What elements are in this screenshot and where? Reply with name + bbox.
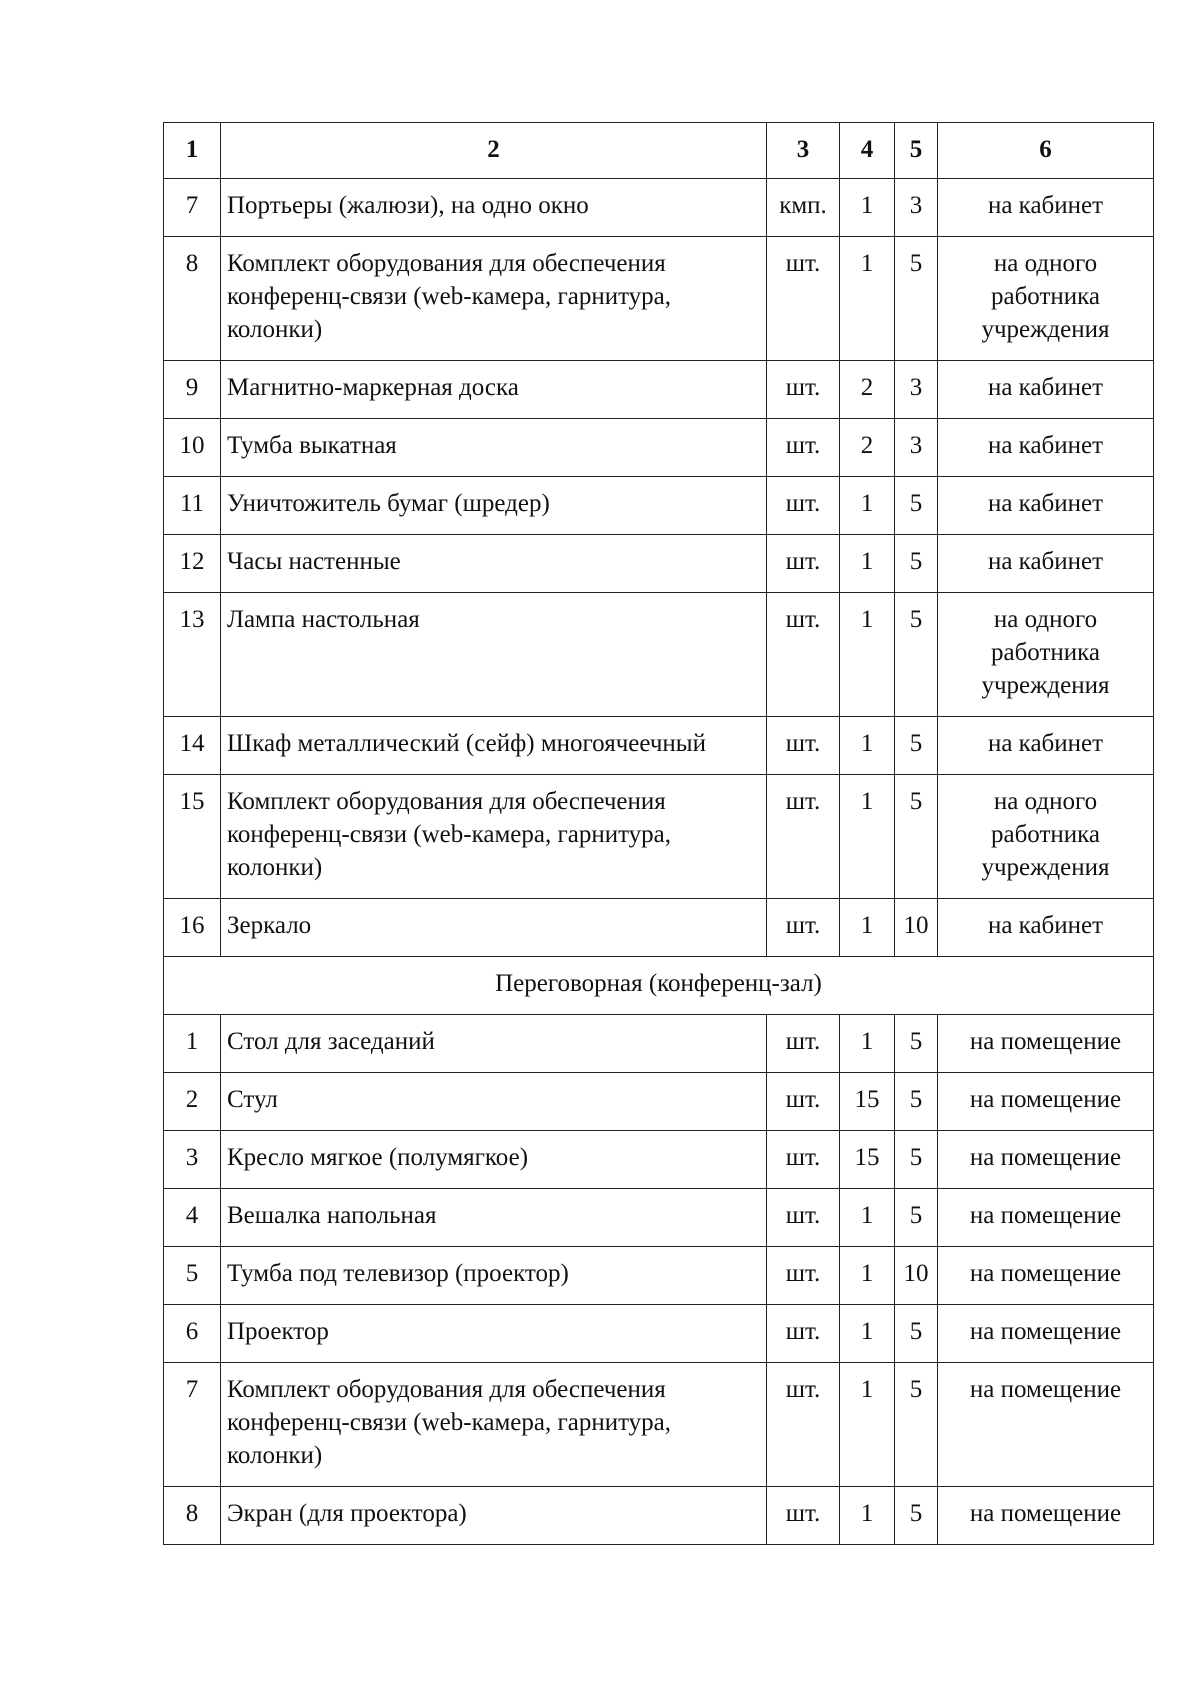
equipment-table	[163, 122, 1154, 1545]
quantity-cell: 1	[840, 179, 895, 237]
allocation-basis-cell: на кабинет	[938, 419, 1154, 477]
allocation-basis-cell: на помещение	[938, 1487, 1154, 1545]
table-row	[164, 1363, 1154, 1487]
row-number-cell: 16	[164, 899, 221, 957]
row-number-cell: 2	[164, 1073, 221, 1131]
service-life-cell: 5	[895, 1073, 938, 1131]
allocation-basis-cell: на одного работника учреждения	[938, 775, 1154, 899]
table-row	[164, 775, 1154, 899]
row-number-cell: 6	[164, 1305, 221, 1363]
table-row	[164, 179, 1154, 237]
item-name-cell: Комплект оборудования для обеспечения конференц-связи (web-камера, гарнитура, колонки)	[221, 237, 767, 361]
allocation-basis-cell: на кабинет	[938, 361, 1154, 419]
item-name-cell: Магнитно-маркерная доска	[221, 361, 767, 419]
unit-of-measure-cell: шт.	[767, 1487, 840, 1545]
row-number-cell: 1	[164, 1015, 221, 1073]
unit-of-measure-cell: шт.	[767, 237, 840, 361]
table-row	[164, 1247, 1154, 1305]
service-life-cell: 5	[895, 1487, 938, 1545]
quantity-cell: 1	[840, 899, 895, 957]
row-number-cell: 7	[164, 179, 221, 237]
item-name-cell: Стол для заседаний	[221, 1015, 767, 1073]
allocation-basis-cell: на помещение	[938, 1305, 1154, 1363]
table-row	[164, 899, 1154, 957]
table-row	[164, 1015, 1154, 1073]
table-row	[164, 1073, 1154, 1131]
allocation-basis-cell: на кабинет	[938, 535, 1154, 593]
row-number-cell: 15	[164, 775, 221, 899]
unit-of-measure-cell: шт.	[767, 899, 840, 957]
row-number-cell: 13	[164, 593, 221, 717]
unit-of-measure-cell: шт.	[767, 535, 840, 593]
quantity-cell: 2	[840, 419, 895, 477]
row-number-cell: 4	[164, 1189, 221, 1247]
header-col-4: 4	[840, 123, 895, 179]
service-life-cell: 5	[895, 477, 938, 535]
allocation-basis-cell: на помещение	[938, 1189, 1154, 1247]
item-name-cell: Портьеры (жалюзи), на одно окно	[221, 179, 767, 237]
allocation-basis-cell: на помещение	[938, 1363, 1154, 1487]
item-name-cell: Кресло мягкое (полумягкое)	[221, 1131, 767, 1189]
quantity-cell: 1	[840, 717, 895, 775]
table-row	[164, 237, 1154, 361]
item-name-cell: Зеркало	[221, 899, 767, 957]
item-name-cell: Комплект оборудования для обеспечения конференц-связи (web-камера, гарнитура, колонки)	[221, 1363, 767, 1487]
quantity-cell: 1	[840, 1015, 895, 1073]
service-life-cell: 5	[895, 1015, 938, 1073]
item-name-cell: Комплект оборудования для обеспечения конференц-связи (web-камера, гарнитура, колонки)	[221, 775, 767, 899]
allocation-basis-cell: на кабинет	[938, 899, 1154, 957]
quantity-cell: 1	[840, 1247, 895, 1305]
service-life-cell: 5	[895, 717, 938, 775]
table-row	[164, 717, 1154, 775]
service-life-cell: 5	[895, 1363, 938, 1487]
service-life-cell: 5	[895, 593, 938, 717]
quantity-cell: 1	[840, 1189, 895, 1247]
allocation-basis-cell: на помещение	[938, 1015, 1154, 1073]
quantity-cell: 1	[840, 1363, 895, 1487]
unit-of-measure-cell: шт.	[767, 1247, 840, 1305]
unit-of-measure-cell: кмп.	[767, 179, 840, 237]
header-col-2: 2	[221, 123, 767, 179]
service-life-cell: 10	[895, 1247, 938, 1305]
item-name-cell: Стул	[221, 1073, 767, 1131]
item-name-cell: Проектор	[221, 1305, 767, 1363]
quantity-cell: 15	[840, 1131, 895, 1189]
item-name-cell: Вешалка напольная	[221, 1189, 767, 1247]
equipment-table-body	[164, 123, 1154, 1545]
item-name-cell: Уничтожитель бумаг (шредер)	[221, 477, 767, 535]
allocation-basis-cell: на помещение	[938, 1247, 1154, 1305]
quantity-cell: 2	[840, 361, 895, 419]
header-col-3: 3	[767, 123, 840, 179]
quantity-cell: 1	[840, 1487, 895, 1545]
service-life-cell: 5	[895, 775, 938, 899]
unit-of-measure-cell: шт.	[767, 477, 840, 535]
quantity-cell: 1	[840, 535, 895, 593]
service-life-cell: 3	[895, 361, 938, 419]
section-heading-row	[164, 957, 1154, 1015]
service-life-cell: 3	[895, 419, 938, 477]
allocation-basis-cell: на кабинет	[938, 477, 1154, 535]
unit-of-measure-cell: шт.	[767, 1363, 840, 1487]
section-title: Переговорная (конференц-зал)	[164, 957, 1154, 1015]
unit-of-measure-cell: шт.	[767, 1305, 840, 1363]
allocation-basis-cell: на помещение	[938, 1073, 1154, 1131]
item-name-cell: Шкаф металлический (сейф) многоячеечный	[221, 717, 767, 775]
item-name-cell: Тумба выкатная	[221, 419, 767, 477]
allocation-basis-cell: на кабинет	[938, 179, 1154, 237]
unit-of-measure-cell: шт.	[767, 593, 840, 717]
table-row	[164, 477, 1154, 535]
unit-of-measure-cell: шт.	[767, 1073, 840, 1131]
item-name-cell: Часы настенные	[221, 535, 767, 593]
row-number-cell: 11	[164, 477, 221, 535]
unit-of-measure-cell: шт.	[767, 1015, 840, 1073]
row-number-cell: 9	[164, 361, 221, 419]
table-row	[164, 1305, 1154, 1363]
row-number-cell: 7	[164, 1363, 221, 1487]
quantity-cell: 1	[840, 775, 895, 899]
table-row	[164, 419, 1154, 477]
table-row	[164, 535, 1154, 593]
table-row	[164, 361, 1154, 419]
quantity-cell: 1	[840, 477, 895, 535]
header-col-5: 5	[895, 123, 938, 179]
header-col-1: 1	[164, 123, 221, 179]
quantity-cell: 15	[840, 1073, 895, 1131]
item-name-cell: Лампа настольная	[221, 593, 767, 717]
service-life-cell: 10	[895, 899, 938, 957]
table-row	[164, 1131, 1154, 1189]
item-name-cell: Экран (для проектора)	[221, 1487, 767, 1545]
row-number-cell: 14	[164, 717, 221, 775]
service-life-cell: 5	[895, 237, 938, 361]
header-col-6: 6	[938, 123, 1154, 179]
row-number-cell: 5	[164, 1247, 221, 1305]
service-life-cell: 5	[895, 1189, 938, 1247]
unit-of-measure-cell: шт.	[767, 775, 840, 899]
table-row	[164, 593, 1154, 717]
allocation-basis-cell: на одного работника учреждения	[938, 237, 1154, 361]
item-name-cell: Тумба под телевизор (проектор)	[221, 1247, 767, 1305]
unit-of-measure-cell: шт.	[767, 1131, 840, 1189]
service-life-cell: 5	[895, 1305, 938, 1363]
service-life-cell: 5	[895, 535, 938, 593]
row-number-cell: 8	[164, 1487, 221, 1545]
allocation-basis-cell: на помещение	[938, 1131, 1154, 1189]
quantity-cell: 1	[840, 593, 895, 717]
unit-of-measure-cell: шт.	[767, 419, 840, 477]
quantity-cell: 1	[840, 237, 895, 361]
unit-of-measure-cell: шт.	[767, 717, 840, 775]
unit-of-measure-cell: шт.	[767, 361, 840, 419]
table-header-row	[164, 123, 1154, 179]
row-number-cell: 8	[164, 237, 221, 361]
row-number-cell: 3	[164, 1131, 221, 1189]
allocation-basis-cell: на одного работника учреждения	[938, 593, 1154, 717]
quantity-cell: 1	[840, 1305, 895, 1363]
table-row	[164, 1487, 1154, 1545]
row-number-cell: 12	[164, 535, 221, 593]
unit-of-measure-cell: шт.	[767, 1189, 840, 1247]
allocation-basis-cell: на кабинет	[938, 717, 1154, 775]
row-number-cell: 10	[164, 419, 221, 477]
table-row	[164, 1189, 1154, 1247]
service-life-cell: 3	[895, 179, 938, 237]
service-life-cell: 5	[895, 1131, 938, 1189]
